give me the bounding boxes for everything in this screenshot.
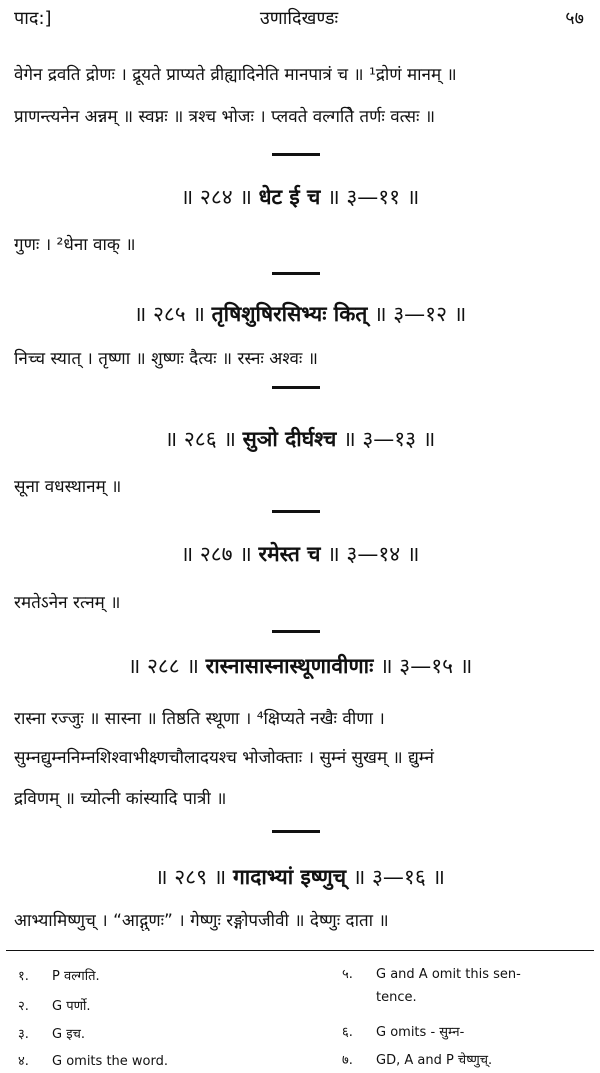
page-number: ५७ bbox=[565, 8, 584, 29]
chapter-marker: पाद:] bbox=[14, 8, 52, 29]
footnote-3 bbox=[18, 1024, 85, 1042]
sutra-text: रास्नासास्नास्थूणावीणाः bbox=[205, 654, 374, 678]
sutra-reference: ॥ ३—१४ ॥ bbox=[327, 542, 420, 566]
sutra-heading-285 bbox=[0, 300, 600, 328]
section-divider bbox=[272, 510, 320, 513]
sutra-heading-287 bbox=[0, 540, 600, 568]
running-title: उणादिखण्डः bbox=[259, 8, 339, 29]
footnote-number: ६. bbox=[342, 1025, 353, 1040]
commentary-line: आभ्यामिष्णुच् । “आद्गुणः” । गेष्णुः रङ्गोपजीवी ॥ देष्णुः दाता ॥ bbox=[14, 911, 389, 931]
section-divider bbox=[272, 630, 320, 633]
footnote-text: G omits - सुम्न- bbox=[376, 1025, 465, 1040]
sutra-reference: ॥ ३—१३ ॥ bbox=[343, 427, 436, 451]
footnote-rule bbox=[6, 950, 594, 951]
footnote-2 bbox=[18, 996, 91, 1014]
footnote-5-continued bbox=[342, 990, 417, 1005]
sutra-text: तृषिशुषिरसिभ्यः कित् bbox=[211, 302, 368, 326]
footnote-text: G पर्णो. bbox=[52, 999, 91, 1014]
footnote-number: २. bbox=[18, 999, 29, 1014]
footnote-number: ४. bbox=[18, 1054, 29, 1069]
footnote-text: G इच. bbox=[52, 1027, 85, 1042]
sutra-number: ॥ २८८ ॥ bbox=[127, 654, 199, 678]
sutra-number: ॥ २८७ ॥ bbox=[180, 542, 252, 566]
sutra-number: ॥ २८४ ॥ bbox=[180, 185, 252, 209]
section-divider bbox=[272, 153, 320, 156]
footnote-4 bbox=[18, 1051, 168, 1069]
sutra-heading-284 bbox=[0, 183, 600, 211]
footnote-7 bbox=[342, 1050, 492, 1068]
section-divider bbox=[272, 272, 320, 275]
sutra-text: धेट ई च bbox=[258, 185, 321, 209]
footnote-number: ७. bbox=[342, 1053, 353, 1068]
footnote-text: GD, A and P चेष्णुच्. bbox=[376, 1053, 493, 1068]
footnote-text: P वल्गति. bbox=[52, 969, 100, 984]
sutra-text: रमेस्त च bbox=[258, 542, 321, 566]
footnote-text: tence. bbox=[376, 990, 417, 1005]
sutra-number: ॥ २८५ ॥ bbox=[133, 302, 205, 326]
commentary-line: निच्च स्यात् । तृष्णा ॥ शुष्णः दैत्यः ॥ रस्नः अश्वः ॥ bbox=[14, 349, 318, 369]
footnote-text: G and A omit this sen- bbox=[376, 967, 521, 982]
sutra-heading-286 bbox=[0, 425, 600, 453]
page-header bbox=[14, 6, 584, 32]
footnote-1 bbox=[18, 966, 100, 984]
section-divider bbox=[272, 830, 320, 833]
sutra-reference: ॥ ३—११ ॥ bbox=[327, 185, 420, 209]
commentary-line: रमतेऽनेन रत्नम् ॥ bbox=[14, 593, 121, 613]
sutra-heading-288 bbox=[0, 652, 600, 680]
sutra-text: सुञो दीर्घश्च bbox=[242, 427, 337, 451]
sutra-reference: ॥ ३—१६ ॥ bbox=[352, 865, 446, 889]
footnote-text: G omits the word. bbox=[52, 1054, 168, 1069]
sutra-reference: ॥ ३—१२ ॥ bbox=[374, 302, 467, 326]
section-divider bbox=[272, 386, 320, 389]
sutra-heading-289 bbox=[0, 863, 600, 891]
sutra-number: ॥ २८६ ॥ bbox=[164, 427, 236, 451]
sutra-text: गादाभ्यां इष्णुच् bbox=[232, 865, 347, 889]
footnote-5 bbox=[342, 964, 521, 982]
intro-line-2: प्राणन्त्यनेन अन्नम् ॥ स्वप्नः ॥ त्रश्च भोजः । प्लवते वल्गतेि तर्णः वत्सः ॥ bbox=[14, 107, 436, 127]
footnote-number: ३. bbox=[18, 1027, 29, 1042]
intro-line-1: वेगेन द्रवति द्रोणः । द्रूयते प्राप्यते व्रीह्यादिनेति मानपात्रं च ॥ ¹द्रोणं मानम् ॥ bbox=[14, 65, 457, 85]
commentary-line: सुम्नद्युम्ननिम्नशिश्वाभीक्ष्णचौलादयश्च भोजोक्ताः । सुम्नं सुखम् ॥ द्युम्नं bbox=[14, 748, 434, 768]
footnote-6 bbox=[342, 1022, 464, 1040]
commentary-line: रास्ना रज्जुः ॥ सास्ना ॥ तिष्ठति स्थूणा । ⁴क्षिप्यते नखैः वीणा । bbox=[14, 709, 385, 729]
sutra-number: ॥ २८९ ॥ bbox=[154, 865, 227, 889]
footnote-number: १. bbox=[18, 969, 29, 984]
commentary-line: गुणः । ²धेना वाक् ॥ bbox=[14, 235, 136, 255]
footnote-number: ५. bbox=[342, 967, 353, 982]
commentary-line: द्रविणम् ॥ च्योत्नी कांस्यादि पात्री ॥ bbox=[14, 789, 227, 809]
sutra-reference: ॥ ३—१५ ॥ bbox=[380, 654, 473, 678]
commentary-line: सूना वधस्थानम् ॥ bbox=[14, 477, 122, 497]
